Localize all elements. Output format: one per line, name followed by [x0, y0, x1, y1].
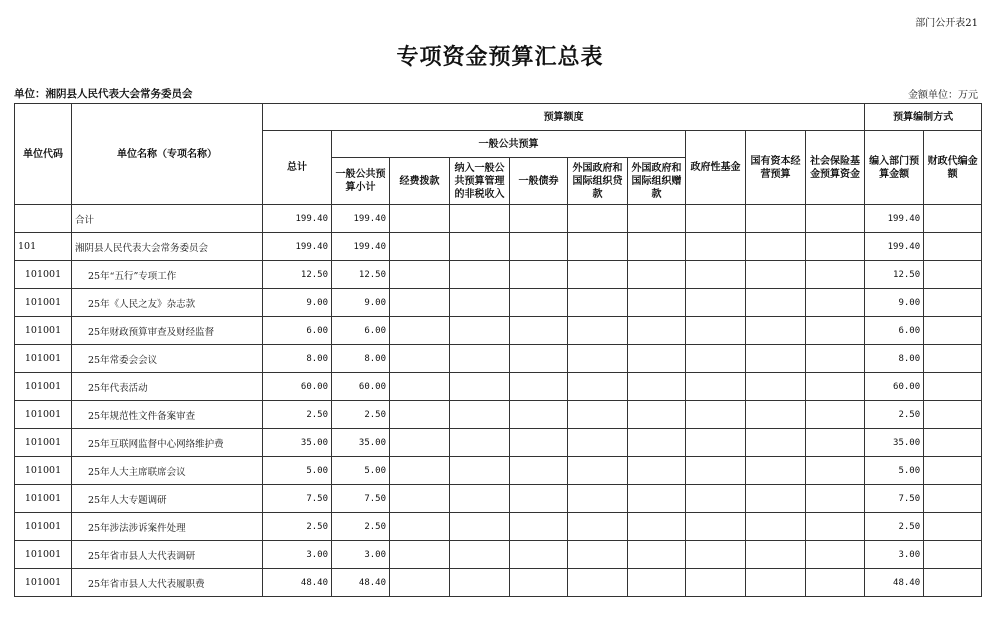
cell-general-bonds	[510, 541, 568, 569]
table-row	[15, 513, 982, 541]
cell-fiscal-compile	[924, 233, 982, 261]
cell-dept-budget: 2.50	[865, 513, 924, 541]
cell-gov-fund	[686, 401, 746, 429]
cell-gov-fund	[686, 541, 746, 569]
cell-dept-budget: 3.00	[865, 541, 924, 569]
cell-dept-budget: 35.00	[865, 429, 924, 457]
cell-fund-allocation	[390, 317, 450, 345]
cell-unit-code: 101001	[15, 513, 72, 541]
cell-dept-budget: 199.40	[865, 205, 924, 233]
cell-foreign-loans	[568, 513, 628, 541]
cell-gov-fund	[686, 373, 746, 401]
cell-state-capital	[746, 513, 806, 541]
cell-fund-allocation	[390, 345, 450, 373]
cell-foreign-loans	[568, 485, 628, 513]
cell-gov-fund	[686, 457, 746, 485]
cell-fiscal-compile	[924, 513, 982, 541]
cell-state-capital	[746, 345, 806, 373]
table-row	[15, 205, 982, 233]
cell-foreign-grants	[628, 541, 686, 569]
cell-social-insurance	[806, 205, 865, 233]
cell-gpb-subtotal: 199.40	[332, 233, 390, 261]
cell-fiscal-compile	[924, 401, 982, 429]
cell-state-capital	[746, 401, 806, 429]
cell-unit-name: 25年财政预算审查及财经监督	[72, 317, 263, 345]
cell-gov-fund	[686, 485, 746, 513]
cell-state-capital	[746, 205, 806, 233]
cell-gpb-subtotal: 8.00	[332, 345, 390, 373]
cell-non-tax-revenue	[450, 205, 510, 233]
cell-state-capital	[746, 233, 806, 261]
cell-dept-budget: 12.50	[865, 261, 924, 289]
cell-unit-code: 101001	[15, 373, 72, 401]
header-unit-code: 单位代码	[15, 104, 72, 205]
cell-foreign-loans	[568, 373, 628, 401]
cell-unit-code: 101001	[15, 485, 72, 513]
cell-fund-allocation	[390, 401, 450, 429]
cell-total: 35.00	[263, 429, 332, 457]
cell-total: 9.00	[263, 289, 332, 317]
cell-foreign-grants	[628, 401, 686, 429]
table-row	[15, 317, 982, 345]
cell-foreign-loans	[568, 289, 628, 317]
cell-total: 7.50	[263, 485, 332, 513]
cell-fiscal-compile	[924, 317, 982, 345]
cell-fund-allocation	[390, 457, 450, 485]
cell-general-bonds	[510, 373, 568, 401]
cell-social-insurance	[806, 429, 865, 457]
cell-unit-name: 25年互联网监督中心网络维护费	[72, 429, 263, 457]
cell-gpb-subtotal: 6.00	[332, 317, 390, 345]
cell-fiscal-compile	[924, 457, 982, 485]
cell-gov-fund	[686, 205, 746, 233]
cell-unit-code	[15, 205, 72, 233]
header-total: 总计	[263, 131, 332, 205]
cell-unit-name: 25年规范性文件备案审查	[72, 401, 263, 429]
cell-dept-budget: 8.00	[865, 345, 924, 373]
cell-non-tax-revenue	[450, 541, 510, 569]
cell-gpb-subtotal: 7.50	[332, 485, 390, 513]
cell-unit-code: 101001	[15, 289, 72, 317]
cell-foreign-grants	[628, 345, 686, 373]
cell-gov-fund	[686, 513, 746, 541]
cell-fund-allocation	[390, 485, 450, 513]
header-fund-allocation: 经费拨款	[390, 158, 450, 205]
cell-social-insurance	[806, 401, 865, 429]
cell-fiscal-compile	[924, 429, 982, 457]
cell-foreign-loans	[568, 233, 628, 261]
cell-fund-allocation	[390, 373, 450, 401]
cell-total: 48.40	[263, 569, 332, 597]
cell-foreign-grants	[628, 457, 686, 485]
cell-social-insurance	[806, 513, 865, 541]
cell-non-tax-revenue	[450, 485, 510, 513]
cell-social-insurance	[806, 261, 865, 289]
cell-dept-budget: 7.50	[865, 485, 924, 513]
cell-fiscal-compile	[924, 569, 982, 597]
cell-non-tax-revenue	[450, 261, 510, 289]
cell-gov-fund	[686, 429, 746, 457]
cell-state-capital	[746, 541, 806, 569]
cell-foreign-grants	[628, 317, 686, 345]
cell-unit-name: 25年常委会会议	[72, 345, 263, 373]
cell-unit-code: 101001	[15, 541, 72, 569]
header-compile-method: 预算编制方式	[865, 104, 982, 131]
cell-non-tax-revenue	[450, 429, 510, 457]
cell-general-bonds	[510, 429, 568, 457]
cell-foreign-loans	[568, 205, 628, 233]
cell-fund-allocation	[390, 429, 450, 457]
cell-total: 12.50	[263, 261, 332, 289]
form-number: 部门公开表21	[915, 18, 978, 29]
cell-social-insurance	[806, 345, 865, 373]
cell-total: 8.00	[263, 345, 332, 373]
cell-unit-code: 101001	[15, 261, 72, 289]
cell-foreign-grants	[628, 429, 686, 457]
cell-unit-name: 25年人大专题调研	[72, 485, 263, 513]
cell-fiscal-compile	[924, 261, 982, 289]
cell-unit-name: 湘阴县人民代表大会常务委员会	[72, 233, 263, 261]
cell-foreign-loans	[568, 261, 628, 289]
header-unit-name: 单位名称（专项名称）	[72, 104, 263, 205]
cell-foreign-grants	[628, 205, 686, 233]
cell-state-capital	[746, 569, 806, 597]
cell-general-bonds	[510, 289, 568, 317]
cell-gpb-subtotal: 9.00	[332, 289, 390, 317]
cell-social-insurance	[806, 541, 865, 569]
cell-total: 60.00	[263, 373, 332, 401]
cell-non-tax-revenue	[450, 569, 510, 597]
header-foreign-grants: 外国政府和国际组织赠款	[628, 158, 686, 205]
cell-unit-name: 25年省市县人大代表调研	[72, 541, 263, 569]
cell-state-capital	[746, 317, 806, 345]
cell-general-bonds	[510, 205, 568, 233]
cell-foreign-grants	[628, 373, 686, 401]
cell-unit-name: 25年省市县人大代表履职费	[72, 569, 263, 597]
cell-foreign-loans	[568, 429, 628, 457]
amount-unit-label: 金额单位：万元	[908, 90, 978, 101]
table-row	[15, 345, 982, 373]
table-row	[15, 289, 982, 317]
cell-unit-name: 25年代表活动	[72, 373, 263, 401]
cell-gov-fund	[686, 289, 746, 317]
header-gov-fund: 政府性基金	[686, 131, 746, 205]
cell-gpb-subtotal: 48.40	[332, 569, 390, 597]
page-title: 专项资金预算汇总表	[396, 45, 604, 70]
cell-non-tax-revenue	[450, 373, 510, 401]
cell-general-bonds	[510, 317, 568, 345]
cell-fund-allocation	[390, 261, 450, 289]
cell-unit-code: 101001	[15, 569, 72, 597]
table-row	[15, 541, 982, 569]
cell-unit-name: 25年人大主席联席会议	[72, 457, 263, 485]
cell-gpb-subtotal: 3.00	[332, 541, 390, 569]
table-row	[15, 485, 982, 513]
cell-total: 6.00	[263, 317, 332, 345]
cell-foreign-loans	[568, 345, 628, 373]
cell-unit-name: 25年《人民之友》杂志款	[72, 289, 263, 317]
budget-table	[14, 103, 982, 597]
cell-unit-code: 101001	[15, 457, 72, 485]
cell-state-capital	[746, 373, 806, 401]
cell-gov-fund	[686, 345, 746, 373]
cell-non-tax-revenue	[450, 317, 510, 345]
cell-gpb-subtotal: 12.50	[332, 261, 390, 289]
cell-foreign-loans	[568, 317, 628, 345]
cell-general-bonds	[510, 569, 568, 597]
cell-dept-budget: 5.00	[865, 457, 924, 485]
cell-unit-name: 合计	[72, 205, 263, 233]
cell-foreign-loans	[568, 401, 628, 429]
cell-social-insurance	[806, 289, 865, 317]
cell-gov-fund	[686, 569, 746, 597]
cell-dept-budget: 199.40	[865, 233, 924, 261]
header-non-tax-revenue: 纳入一般公共预算管理的非税收入	[450, 158, 510, 205]
cell-social-insurance	[806, 569, 865, 597]
cell-fiscal-compile	[924, 289, 982, 317]
cell-state-capital	[746, 261, 806, 289]
table-row	[15, 373, 982, 401]
table-row	[15, 401, 982, 429]
cell-gpb-subtotal: 5.00	[332, 457, 390, 485]
cell-general-bonds	[510, 345, 568, 373]
cell-foreign-loans	[568, 457, 628, 485]
cell-unit-code: 101001	[15, 345, 72, 373]
header-foreign-loans: 外国政府和国际组织贷款	[568, 158, 628, 205]
unit-label: 单位：湘阴县人民代表大会常务委员会	[14, 88, 193, 100]
cell-dept-budget: 9.00	[865, 289, 924, 317]
cell-dept-budget: 6.00	[865, 317, 924, 345]
cell-foreign-grants	[628, 261, 686, 289]
cell-unit-name: 25年“五行”专项工作	[72, 261, 263, 289]
header-general-bonds: 一般债券	[510, 158, 568, 205]
cell-social-insurance	[806, 373, 865, 401]
cell-foreign-loans	[568, 541, 628, 569]
cell-foreign-grants	[628, 233, 686, 261]
cell-general-bonds	[510, 401, 568, 429]
cell-non-tax-revenue	[450, 289, 510, 317]
cell-state-capital	[746, 289, 806, 317]
cell-unit-name: 25年涉法涉诉案件处理	[72, 513, 263, 541]
cell-non-tax-revenue	[450, 513, 510, 541]
cell-foreign-grants	[628, 513, 686, 541]
header-social-insurance: 社会保险基金预算资金	[806, 131, 865, 205]
cell-total: 2.50	[263, 513, 332, 541]
cell-non-tax-revenue	[450, 457, 510, 485]
cell-dept-budget: 48.40	[865, 569, 924, 597]
cell-unit-code: 101	[15, 233, 72, 261]
cell-fiscal-compile	[924, 485, 982, 513]
cell-non-tax-revenue	[450, 233, 510, 261]
cell-social-insurance	[806, 485, 865, 513]
cell-general-bonds	[510, 485, 568, 513]
cell-non-tax-revenue	[450, 345, 510, 373]
cell-gpb-subtotal: 60.00	[332, 373, 390, 401]
cell-total: 199.40	[263, 205, 332, 233]
cell-fiscal-compile	[924, 205, 982, 233]
cell-fiscal-compile	[924, 373, 982, 401]
cell-state-capital	[746, 457, 806, 485]
cell-foreign-grants	[628, 485, 686, 513]
cell-state-capital	[746, 429, 806, 457]
cell-foreign-loans	[568, 569, 628, 597]
header-dept-budget: 编入部门预算金额	[865, 131, 924, 205]
cell-fiscal-compile	[924, 345, 982, 373]
cell-dept-budget: 60.00	[865, 373, 924, 401]
table-row	[15, 233, 982, 261]
cell-fund-allocation	[390, 233, 450, 261]
cell-total: 199.40	[263, 233, 332, 261]
cell-social-insurance	[806, 457, 865, 485]
cell-state-capital	[746, 485, 806, 513]
cell-fiscal-compile	[924, 541, 982, 569]
cell-gov-fund	[686, 261, 746, 289]
header-general-public-budget: 一般公共预算	[332, 131, 686, 158]
cell-social-insurance	[806, 233, 865, 261]
cell-unit-code: 101001	[15, 401, 72, 429]
cell-general-bonds	[510, 233, 568, 261]
cell-total: 3.00	[263, 541, 332, 569]
cell-fund-allocation	[390, 205, 450, 233]
table-row	[15, 261, 982, 289]
cell-total: 2.50	[263, 401, 332, 429]
cell-fund-allocation	[390, 289, 450, 317]
cell-fund-allocation	[390, 513, 450, 541]
cell-foreign-grants	[628, 569, 686, 597]
header-state-capital: 国有资本经营预算	[746, 131, 806, 205]
cell-gov-fund	[686, 233, 746, 261]
cell-fund-allocation	[390, 541, 450, 569]
cell-social-insurance	[806, 317, 865, 345]
header-fiscal-compile: 财政代编金额	[924, 131, 982, 205]
cell-gov-fund	[686, 317, 746, 345]
cell-unit-code: 101001	[15, 429, 72, 457]
cell-gpb-subtotal: 2.50	[332, 513, 390, 541]
cell-general-bonds	[510, 513, 568, 541]
cell-gpb-subtotal: 35.00	[332, 429, 390, 457]
table-row	[15, 569, 982, 597]
header-gpb-subtotal: 一般公共预算小计	[332, 158, 390, 205]
header-budget-amount: 预算额度	[263, 104, 865, 131]
cell-non-tax-revenue	[450, 401, 510, 429]
cell-dept-budget: 2.50	[865, 401, 924, 429]
cell-fund-allocation	[390, 569, 450, 597]
cell-general-bonds	[510, 261, 568, 289]
cell-total: 5.00	[263, 457, 332, 485]
table-row	[15, 457, 982, 485]
cell-unit-code: 101001	[15, 317, 72, 345]
table-row	[15, 429, 982, 457]
cell-gpb-subtotal: 199.40	[332, 205, 390, 233]
cell-foreign-grants	[628, 289, 686, 317]
cell-gpb-subtotal: 2.50	[332, 401, 390, 429]
cell-general-bonds	[510, 457, 568, 485]
